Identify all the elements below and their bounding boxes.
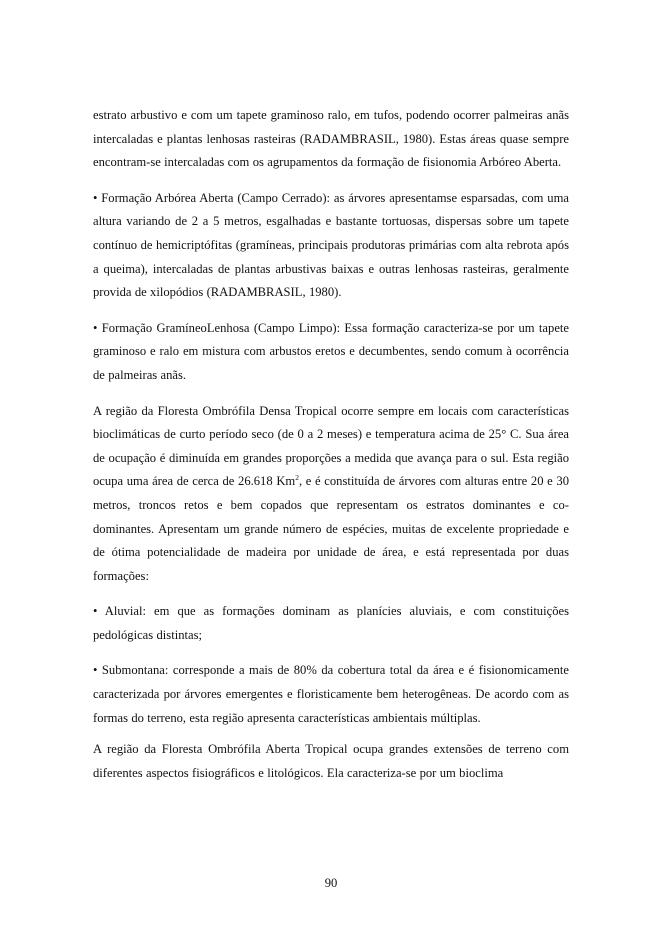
page-number: 90 [324, 876, 338, 890]
bullet-aluvial: • Aluvial: em que as formações dominam as planícies aluviais, e com constituições pedológicas distintas; [93, 604, 569, 642]
bullet-campo-limpo: • Formação GramíneoLenhosa (Campo Limpo): Essa formação caracteriza-se por um tapete graminoso e ralo em mistura com arbustos eretos e decumbentes, sendo comum à ocorrência de palmeiras anãs. [93, 320, 569, 382]
bullet-campo-cerrado: • Formação Arbórea Aberta (Campo Cerrado): as árvores apresentamse esparsadas, com uma altura variando de 2 a 5 metros, esgalhadas e bastante tortuosas, dispersas sobre um tapete contínuo de hemicriptófitas (gramíneas, principais produtoras primárias com alta rebrota após a queima), intercaladas de plantas arbustivas baixas e outras lenhosas rasteiras, geralmente provida de xilopódios (RADAMBRASIL, 1980). [93, 190, 569, 300]
bullet-submontana: • Submontana: corresponde a mais de 80% da cobertura total da área e é fisionomicamente caracterizada por árvores emergentes e floristicamente bem heterogêneas. De acordo com as formas do terreno, esta região apresenta características ambientais múltiplas. [93, 663, 569, 725]
paragraph-floresta-densa-part2: , e é constituída de árvores com alturas entre 20 e 30 metros, troncos retos e bem copados que representam os estratos dominantes e co-dominantes. Apresentam um grande número de espécies, muitas de excelente propriedade e de ótima potencialidade de madeira por unidade de área, e está representada por duas formações: [93, 474, 569, 583]
paragraph-floresta-densa [93, 400, 569, 589]
superscript-two: 2 [295, 473, 299, 483]
paragraph-floresta-densa-part1: A região da Floresta Ombrófila Densa Tropical ocorre sempre em locais com características bioclimáticas de curto período seco (de 0 a 2 meses) e temperatura acima de 25° C. Sua área de ocupação é diminuída em grandes proporções a medida que avança para o sul. Esta região ocupa uma área de cerca de 26.618 Km [93, 403, 569, 489]
paragraph-floresta-aberta: A região da Floresta Ombrófila Aberta Tropical ocupa grandes extensões de terreno com diferentes aspectos fisiográficos e litológicos. Ela caracteriza-se por um bioclima [93, 742, 569, 780]
body-text [93, 104, 569, 785]
paragraph-continuation: estrato arbustivo e com um tapete graminoso ralo, em tufos, podendo ocorrer palmeiras anãs intercaladas e plantas lenhosas rasteiras (RADAMBRASIL, 1980). Estas áreas quase sempre encontram-se intercaladas com os agrupamentos da formação de fisionomia Arbóreo Aberta. [93, 108, 569, 170]
